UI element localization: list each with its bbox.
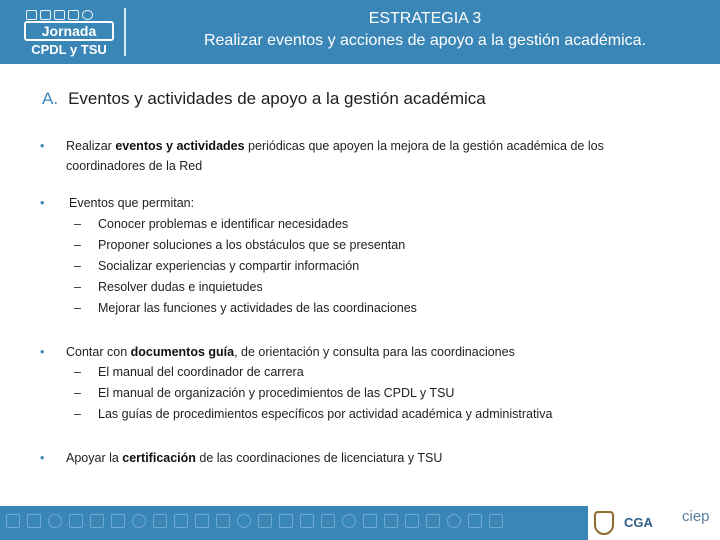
monitor-icon: [54, 10, 65, 20]
header-band: [0, 0, 720, 64]
dash-marker: –: [74, 238, 81, 252]
grid-icon: [27, 514, 41, 528]
sub-list-item: [74, 383, 674, 404]
cga-logo: CGA: [624, 515, 653, 530]
document-icon: [300, 514, 314, 528]
document-icon: [90, 514, 104, 528]
sub-list: [74, 362, 674, 425]
building-icon: [426, 514, 440, 528]
footer-logos: [588, 506, 720, 540]
monitor-icon: [174, 514, 188, 528]
clock-icon: [447, 514, 461, 528]
bullet-marker: •: [40, 196, 45, 210]
sub-item-text: Proponer soluciones a los obstáculos que se presentan: [98, 238, 406, 252]
bullet-text: [66, 448, 678, 468]
document-icon: [405, 514, 419, 528]
clock-icon: [132, 514, 146, 528]
header-divider: [124, 8, 126, 56]
bullet-text-pre: Realizar: [66, 139, 116, 153]
bullet-text-post: periódicas que apoyen la mejora de la gestión académica de los coordinadores de la Red: [66, 139, 604, 173]
bullet-marker: •: [40, 451, 45, 465]
section-title: Eventos y actividades de apoyo a la gestión académica: [68, 89, 486, 108]
bullet-text-post: de las coordinaciones de licenciatura y TSU: [195, 451, 443, 465]
dash-marker: –: [74, 301, 81, 315]
logo-icon-strip: [26, 8, 118, 22]
strategy-label: ESTRATEGIA 3: [368, 10, 482, 27]
jornada-logo: [10, 6, 122, 60]
dash-marker: –: [74, 407, 81, 421]
sub-item-text: El manual de organización y procedimientos de las CPDL y TSU: [98, 386, 455, 400]
document-icon: [68, 10, 79, 20]
section-letter: A.: [42, 89, 59, 108]
sub-list-item: [74, 256, 674, 277]
clock-icon: [237, 514, 251, 528]
bullet-text-bold: certificación: [122, 451, 196, 465]
building-icon: [6, 514, 20, 528]
building-icon: [216, 514, 230, 528]
logo-word: Jornada: [24, 21, 114, 41]
dash-marker: –: [74, 365, 81, 379]
bullet-text-post: , de orientación y consulta para las coordinaciones: [234, 345, 515, 359]
building-icon: [111, 514, 125, 528]
sub-list: [74, 214, 674, 319]
bullet-marker: •: [40, 345, 45, 359]
bullet-text-pre: Contar con: [66, 345, 131, 359]
sub-item-text: Mejorar las funciones y actividades de las coordinaciones: [98, 301, 417, 315]
footer-icon-pattern: [6, 514, 503, 528]
bullet-text-bold: documentos guía: [130, 345, 235, 359]
monitor-icon: [69, 514, 83, 528]
grid-icon: [40, 10, 51, 20]
bullet-marker: •: [40, 139, 45, 153]
grid-icon: [153, 514, 167, 528]
university-seal-icon: [594, 511, 614, 535]
bullet-text-bold: eventos y actividades: [115, 139, 245, 153]
footer-band: [0, 506, 720, 540]
strategy-subtitle: Realizar eventos y acciones de apoyo a la gestión académica.: [203, 32, 647, 49]
sub-item-text: Las guías de procedimientos específicos por actividad académica y administrativa: [98, 407, 553, 421]
logo-subtitle: CPDL y TSU: [31, 42, 107, 57]
bullet-text: [66, 136, 678, 176]
slide-title: [130, 8, 720, 52]
sub-item-text: Resolver dudas e inquietudes: [98, 280, 263, 294]
sub-list-item: [74, 277, 674, 298]
bullet-text: [66, 342, 678, 362]
sub-item-text: El manual del coordinador de carrera: [98, 365, 304, 379]
sub-item-text: Socializar experiencias y compartir información: [98, 259, 360, 273]
clock-icon: [342, 514, 356, 528]
sub-list-item: [74, 214, 674, 235]
dash-marker: –: [74, 386, 81, 400]
sub-list-item: [74, 298, 674, 319]
grid-icon: [468, 514, 482, 528]
building-icon: [321, 514, 335, 528]
bullet-text-pre: Apoyar la: [66, 451, 123, 465]
sub-list-item: [74, 404, 674, 425]
monitor-icon: [489, 514, 503, 528]
sub-list-item: [74, 362, 674, 383]
dash-marker: –: [74, 217, 81, 231]
document-icon: [195, 514, 209, 528]
clock-icon: [48, 514, 62, 528]
bullet-text: [69, 193, 681, 213]
sub-list-item: [74, 235, 674, 256]
grid-icon: [258, 514, 272, 528]
grid-icon: [363, 514, 377, 528]
section-heading: [42, 88, 682, 110]
clock-icon: [82, 10, 93, 20]
sub-item-text: Conocer problemas e identificar necesidades: [98, 217, 349, 231]
monitor-icon: [279, 514, 293, 528]
monitor-icon: [384, 514, 398, 528]
dash-marker: –: [74, 259, 81, 273]
building-icon: [26, 10, 37, 20]
bullet-text-pre: Eventos que permitan:: [69, 196, 195, 210]
dash-marker: –: [74, 280, 81, 294]
ciep-logo: ciep: [682, 508, 710, 525]
